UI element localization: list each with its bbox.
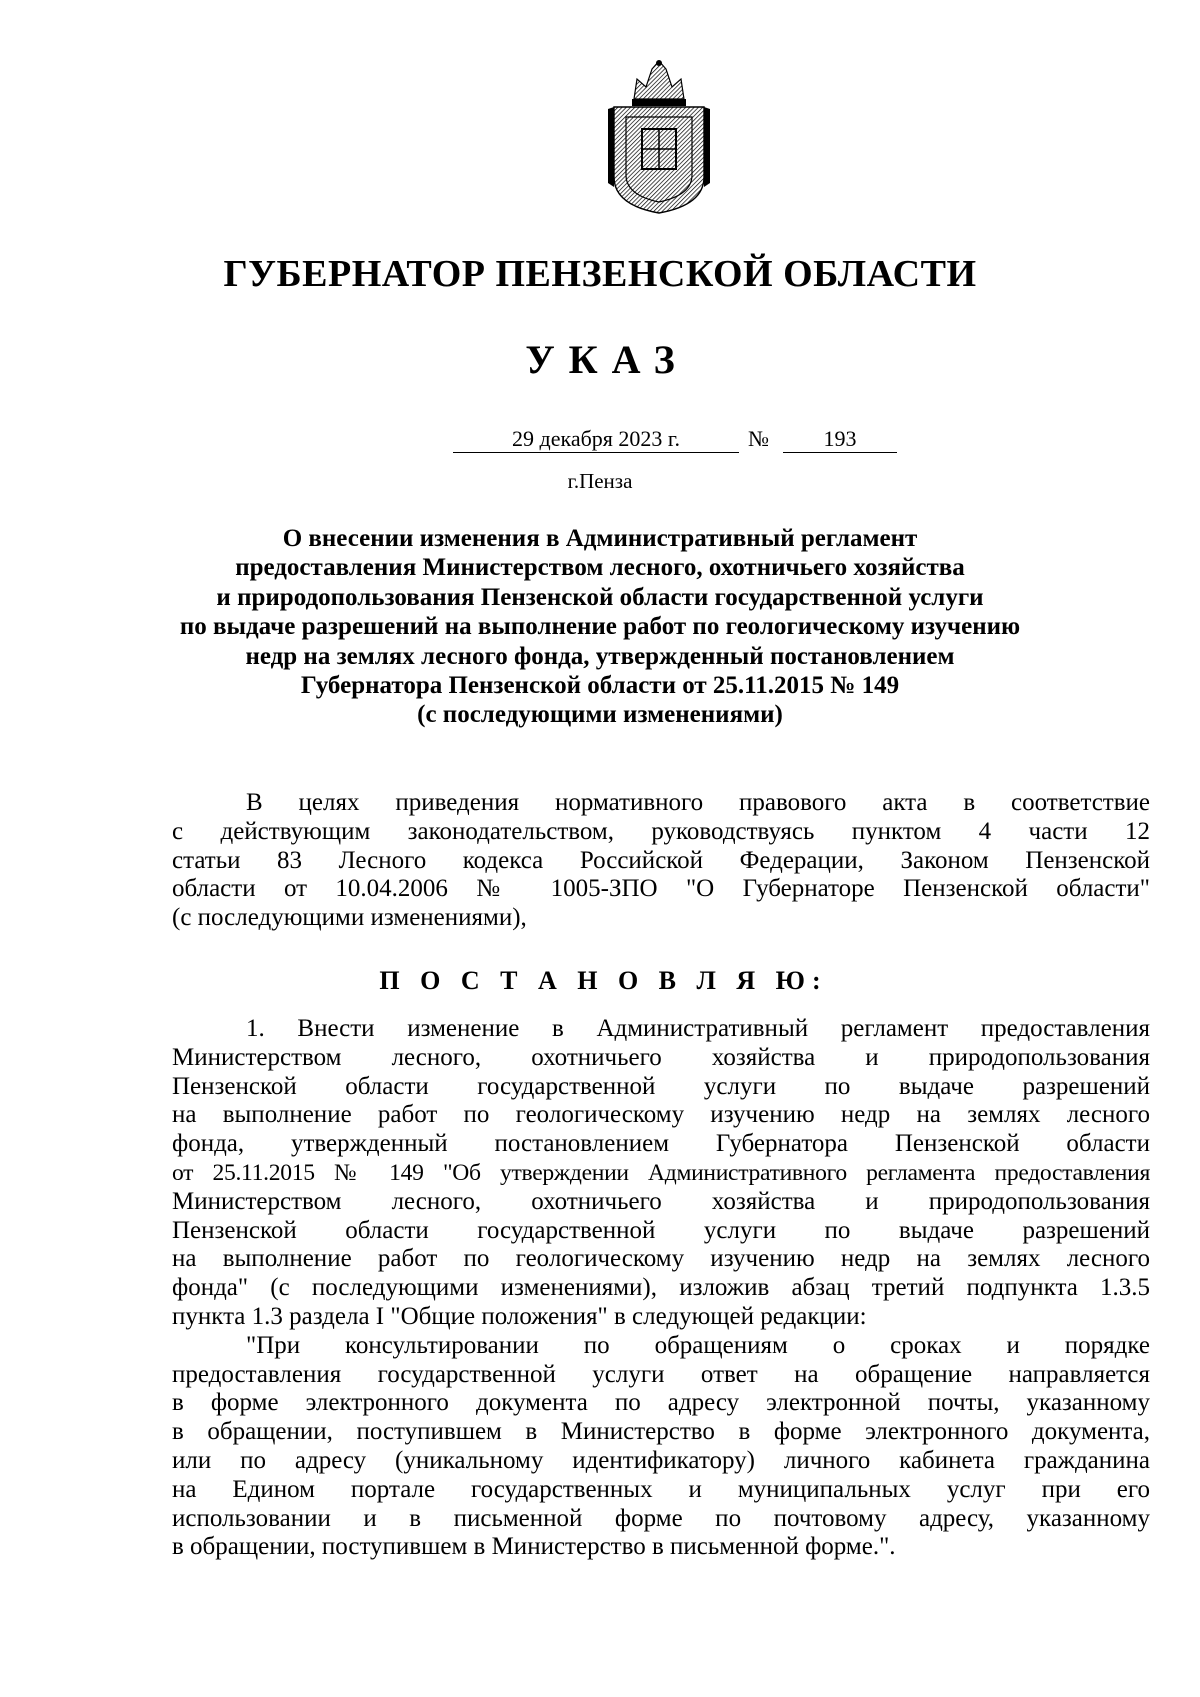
text-line: (с последующими изменениями), xyxy=(172,904,527,932)
text-line: статьи 83 Лесного кодекса Российской Федерации, Законом Пензенской xyxy=(172,846,1150,874)
quote-line: в форме электронного документа по адресу электронной почты, указанному xyxy=(172,1389,1150,1417)
text-line: 1. Внести изменение в Административный регламент предоставления xyxy=(246,1015,1150,1042)
text-line: Министерством лесного, охотничьего хозяйства и природопользования xyxy=(172,1043,1150,1071)
document-number: 193 xyxy=(783,426,897,453)
item-1-paragraph xyxy=(172,1015,1150,1562)
authority-name: ГУБЕРНАТОР ПЕНЗЕНСКОЙ ОБЛАСТИ xyxy=(223,253,977,295)
quote-line: в обращении, поступившем в Министерство в письменной форме.". xyxy=(172,1533,896,1561)
penza-coat-of-arms-icon xyxy=(604,57,714,217)
text-line: Министерством лесного, охотничьего хозяйства и природопользования xyxy=(172,1187,1150,1215)
text-line: пункта 1.3 раздела I "Общие положения" в следующей редакции: xyxy=(172,1302,867,1330)
preamble-paragraph xyxy=(172,789,1150,933)
quote-line: предоставления государственной услуги ответ на обращение направляется xyxy=(172,1360,1150,1388)
quote-line: или по адресу (уникальному идентификатору) личного кабинета гражданина xyxy=(172,1446,1150,1474)
text-line: от 25.11.2015 № 149 "Об утверждении Административного регламента предоставления xyxy=(172,1159,1150,1186)
text-line: с действующим законодательством, руководствуясь пунктом 4 части 12 xyxy=(172,817,1150,845)
number-sign: № xyxy=(748,426,769,451)
title-line: и природопользования Пензенской области государственной услуги xyxy=(216,583,984,611)
document-city: г.Пенза xyxy=(567,469,633,493)
text-line: Пензенской области государственной услуги по выдаче разрешений xyxy=(172,1072,1150,1100)
text-line: В целях приведения нормативного правового акта в соответствие xyxy=(246,789,1150,816)
quote-line: в обращении, поступившем в Министерство в форме электронного документа, xyxy=(172,1418,1150,1446)
title-line: Губернатора Пензенской области от 25.11.2015 № 149 xyxy=(300,672,900,700)
text-line: на выполнение работ по геологическому изучению недр на землях лесного xyxy=(172,1245,1150,1273)
title-line: (с последующими изменениями) xyxy=(417,701,783,729)
text-line: на выполнение работ по геологическому изучению недр на землях лесного xyxy=(172,1101,1150,1129)
text-line: фонда, утвержденный постановлением Губернатора Пензенской области xyxy=(172,1130,1150,1158)
document-title xyxy=(170,524,1030,730)
document-type: УКАЗ xyxy=(525,337,689,382)
decree-heading: П О С Т А Н О В Л Я Ю: xyxy=(379,966,828,995)
title-line: О внесении изменения в Административный регламент xyxy=(282,525,918,552)
quote-line: использовании и в письменной форме по почтовому адресу, указанному xyxy=(172,1504,1150,1532)
text-line: Пензенской области государственной услуги по выдаче разрешений xyxy=(172,1216,1150,1244)
text-line: области от 10.04.2006 № 1005-ЗПО "О Губернаторе Пензенской области" xyxy=(172,875,1150,903)
title-line: по выдаче разрешений на выполнение работ по геологическому изучению xyxy=(179,613,1021,641)
title-line: недр на землях лесного фонда, утвержденный постановлением xyxy=(245,642,955,670)
text-line: фонда" (с последующими изменениями), изложив абзац третий подпункта 1.3.5 xyxy=(172,1274,1150,1302)
quote-line: "При консультировании по обращениям о сроках и порядке xyxy=(246,1331,1150,1359)
document-date: 29 декабря 2023 г. xyxy=(453,426,739,453)
quote-line: на Едином портале государственных и муниципальных услуг при его xyxy=(172,1475,1150,1503)
title-line: предоставления Министерством лесного, охотничьего хозяйства xyxy=(235,554,965,582)
